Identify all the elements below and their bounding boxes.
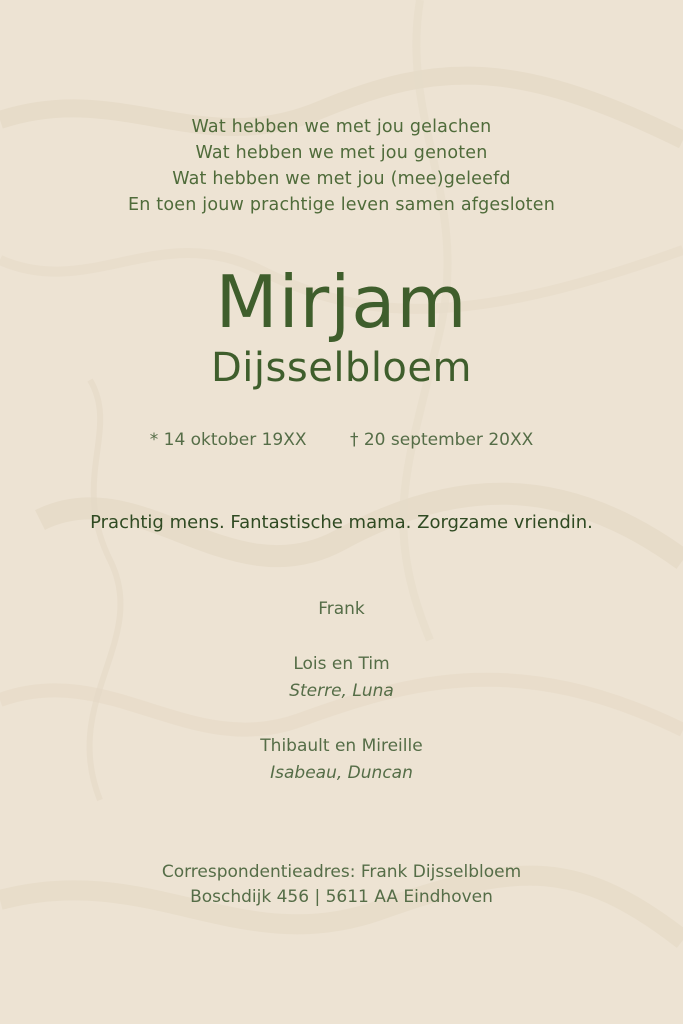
family-member-name: Frank: [318, 599, 365, 619]
dates: [0, 428, 683, 452]
family-member: [0, 596, 683, 623]
family-member-children: Isabeau, Duncan: [270, 763, 413, 783]
poem-line: Wat hebben we met jou genoten: [195, 143, 488, 163]
family-member-name: Lois en Tim: [293, 654, 390, 674]
family-member: [0, 651, 683, 705]
poem-line: Wat hebben we met jou gelachen: [191, 117, 492, 137]
poem-line: En toen jouw prachtige leven samen afgesloten: [127, 195, 556, 215]
correspondence-address: [0, 860, 683, 910]
birth-date: * 14 oktober 19XX: [149, 430, 307, 450]
family-member: [0, 733, 683, 787]
address-line-1: Correspondentieadres: Frank Dijsselbloem: [161, 862, 522, 882]
last-name: Dijsselbloem: [211, 345, 472, 391]
death-date: † 20 september 20XX: [349, 430, 534, 450]
family-member-name: Thibault en Mireille: [260, 736, 423, 756]
first-name: Mirjam: [215, 260, 468, 344]
address-line-2: Boschdijk 456 | 5611 AA Eindhoven: [190, 887, 493, 907]
family-list: [0, 596, 683, 815]
poem: [0, 114, 683, 218]
tagline: Prachtig mens. Fantastische mama. Zorgzame vriendin.: [90, 512, 593, 533]
family-member-children: Sterre, Luna: [289, 681, 394, 701]
poem-line: Wat hebben we met jou (mee)geleefd: [172, 169, 511, 189]
